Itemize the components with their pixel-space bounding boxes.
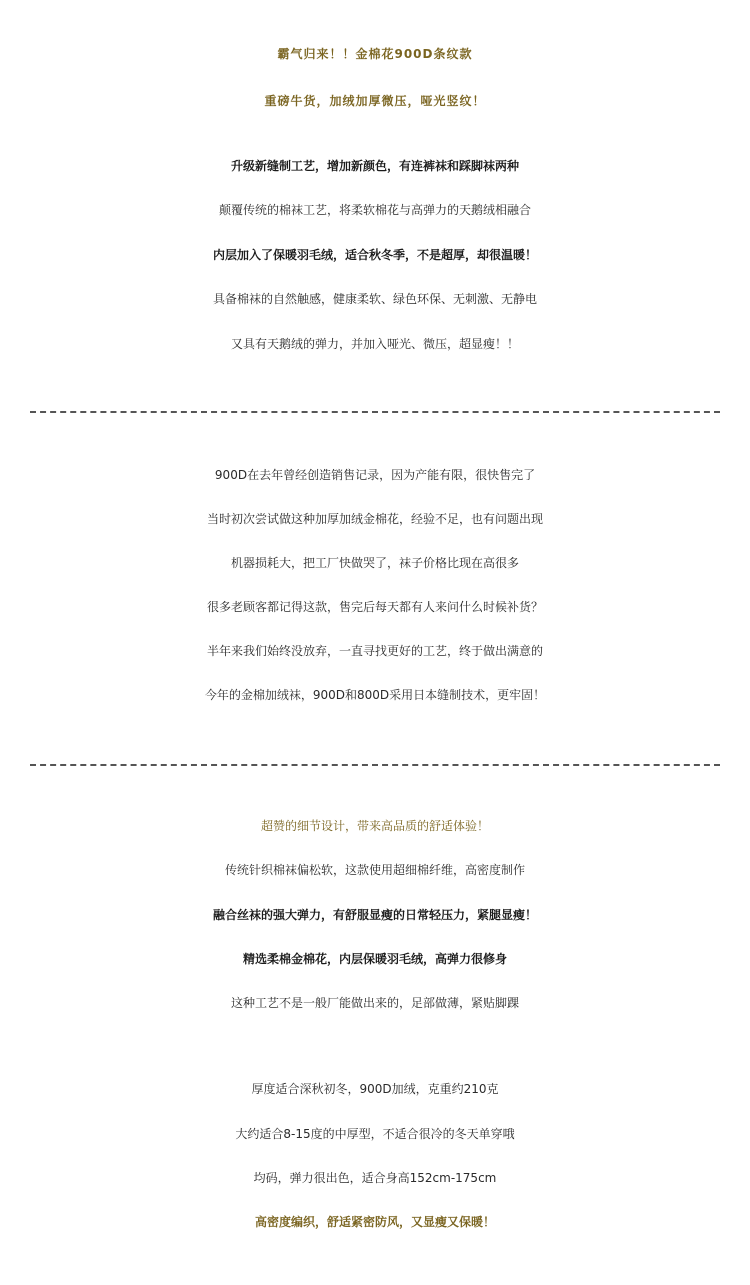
- specs-line: 均码，弹力很出色，适合身高152cm-175cm: [253, 1171, 497, 1185]
- story-line: 机器损耗大，把工厂快做哭了，袜子价格比现在高很多: [230, 556, 519, 570]
- details-line: 融合丝袜的强大弹力，有舒服显瘦的日常轻压力，紧腿显瘦！: [212, 908, 537, 922]
- intro-line: 又具有天鹅绒的弹力，并加入哑光、微压，超显瘦！！: [230, 337, 519, 351]
- story-line: 半年来我们始终没放弃，一直寻找更好的工艺，终于做出满意的: [206, 644, 543, 658]
- details-line: 这种工艺不是一般厂能做出来的，足部做薄，紧贴脚踝: [230, 996, 519, 1010]
- story-line: 当时初次尝试做这种加厚加绒金棉花，经验不足，也有问题出现: [206, 512, 543, 526]
- section-divider: [30, 764, 720, 766]
- closing-tagline: 高密度编织，舒适紧密防风，又显瘦又保暖！: [254, 1215, 495, 1229]
- section-divider: [30, 411, 720, 413]
- intro-line: 升级新缝制工艺，增加新颜色，有连裤袜和踩脚袜两种: [230, 159, 519, 173]
- intro-line: 颠覆传统的棉袜工艺，将柔软棉花与高弹力的天鹅绒相融合: [218, 203, 531, 217]
- specs-line: 大约适合8-15度的中厚型，不适合很冷的冬天单穿哦: [235, 1127, 515, 1141]
- page-title-line-2: 重磅牛货，加绒加厚微压，哑光竖纹！: [264, 94, 486, 108]
- details-line: 传统针织棉袜偏松软，这款使用超细棉纤维，高密度制作: [224, 863, 525, 877]
- specs-line: 厚度适合深秋初冬，900D加绒，克重约210克: [251, 1082, 499, 1096]
- story-line: 今年的金棉加绒袜，900D和800D采用日本缝制技术，更牢固！: [204, 688, 546, 702]
- details-line: 精选柔棉金棉花，内层保暖羽毛绒，高弹力很修身: [242, 952, 507, 966]
- story-line: 900D在去年曾经创造销售记录，因为产能有限，很快售完了: [214, 468, 536, 482]
- page-title-line-1: 霸气归来！！金棉花900D条纹款: [277, 47, 473, 61]
- story-line: 很多老顾客都记得这款，售完后每天都有人来问什么时候补货？: [206, 600, 543, 614]
- intro-line: 具备棉袜的自然触感，健康柔软、绿色环保、无刺激、无静电: [212, 292, 537, 306]
- details-heading: 超赞的细节设计，带来高品质的舒适体验！: [260, 819, 489, 833]
- intro-line: 内层加入了保暖羽毛绒，适合秋冬季，不是超厚，却很温暖！: [212, 248, 537, 262]
